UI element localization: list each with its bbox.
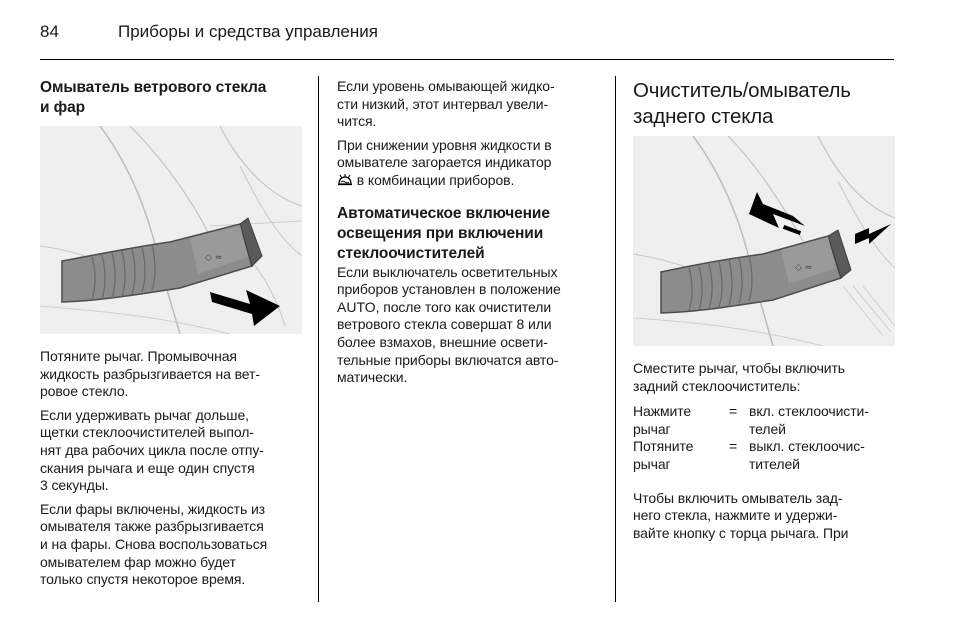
text-line: 3 секунды. (40, 477, 109, 494)
text-line: вкл. стеклоочисти- (749, 403, 869, 420)
text-line: жидкость разбрызгивается на вет- (40, 365, 260, 382)
text-line: Нажмите (633, 403, 692, 420)
text-fragment: в комбинации приборов. (356, 171, 515, 188)
text-line (337, 172, 599, 190)
windshield-washer-stalk-icon (40, 126, 302, 334)
text-line: матически. (337, 369, 408, 386)
text-line: рычаг (633, 420, 671, 437)
auto-lights-paragraph (337, 264, 599, 387)
text-line: Если выключатель осветительных (337, 263, 558, 280)
heading-line: заднего стекла (633, 105, 774, 128)
washer-paragraph-1 (40, 348, 302, 401)
text-line: тителей (749, 455, 800, 472)
rear-wiper-paragraph-1 (633, 360, 895, 395)
heading-line: Очиститель/омыватель (633, 79, 851, 102)
text-line: тельные приборы включатся авто- (337, 351, 559, 368)
text-line: ветрового стекла совершат 8 или (337, 316, 552, 333)
section-heading-rear-wiper (633, 78, 895, 130)
heading-line: стеклоочистителей (337, 244, 485, 262)
page-header (40, 20, 894, 60)
rear-wiper-action-table (633, 403, 895, 473)
middle-column (337, 78, 599, 387)
table-cell-sep: = (729, 438, 738, 455)
table-cell-result (749, 438, 895, 473)
text-line: щетки стеклоочистителей выпол- (40, 424, 254, 441)
left-column (40, 78, 302, 589)
svg-text:◇ ≈: ◇ ≈ (205, 253, 223, 263)
washer-paragraph-2 (40, 407, 302, 495)
text-line: скания рычага и еще один спустя (40, 459, 255, 476)
text-line: Если уровень омывающей жидко- (337, 78, 555, 94)
column-divider-right (615, 76, 616, 602)
text-line: Чтобы включить омыватель зад- (633, 489, 843, 506)
rear-wiper-stalk-icon (633, 136, 895, 346)
section-heading-washer (40, 78, 302, 118)
heading-line: освещения при включении (337, 224, 544, 242)
rear-washer-paragraph (633, 490, 895, 543)
illustration-rear-wiper-stalk (633, 136, 895, 346)
text-line: вайте кнопку с торца рычага. При (633, 524, 849, 541)
text-line: Потяните рычаг. Промывочная (40, 348, 237, 364)
illustration-washer-stalk (40, 126, 302, 334)
svg-text:◇ ≈: ◇ ≈ (795, 263, 813, 273)
text-line: рычаг (633, 455, 671, 472)
text-line: выкл. стеклоочис- (749, 438, 865, 455)
text-line: нят два рабочих цикла после отпу- (40, 441, 264, 458)
heading-line: Автоматическое включение (337, 204, 550, 222)
table-cell-sep: = (729, 403, 738, 420)
text-line: задний стеклоочиститель: (633, 377, 801, 394)
text-line: более взмахов, внешние освети- (337, 333, 548, 350)
text-line: него стекла, нажмите и удержи- (633, 507, 838, 524)
text-line: Если фары включены, жидкость из (40, 500, 265, 517)
column-divider-left (318, 76, 319, 602)
header-divider (40, 59, 894, 60)
interval-paragraph (337, 78, 599, 131)
text-line: сти низкий, этот интервал увели- (337, 95, 549, 112)
text-line: и на фары. Снова воспользоваться (40, 535, 268, 552)
heading-line: и фар (40, 99, 85, 116)
text-line (337, 299, 599, 317)
text-line: телей (749, 420, 786, 437)
fluid-level-paragraph (337, 137, 599, 190)
text-line: ровое стекло. (40, 383, 129, 400)
text-line: омывателя также разбрызгивается (40, 518, 264, 535)
text-line: чится. (337, 113, 377, 130)
text-line: Потяните (633, 438, 694, 455)
right-column (633, 78, 895, 542)
table-cell-result (749, 403, 895, 438)
page-number: 84 (40, 22, 59, 41)
washer-fluid-indicator-icon (337, 173, 353, 187)
text-line: При снижении уровня жидкости в (337, 136, 552, 153)
text-line: омывателем фар можно будет (40, 553, 236, 570)
table-cell-action (633, 403, 729, 438)
text-fragment: , после того как очистители (375, 298, 552, 315)
text-line: Сместите рычаг, чтобы включить (633, 360, 845, 376)
page-title: Приборы и средства управления (118, 22, 378, 41)
text-line: Если удерживать рычаг дольше, (40, 406, 249, 423)
washer-paragraph-3 (40, 501, 302, 589)
text-line: приборов установлен в положение (337, 281, 561, 298)
table-cell-action (633, 438, 729, 473)
text-line: омывателе загорается индикатор (337, 154, 552, 171)
section-heading-auto-lights (337, 204, 599, 264)
heading-line: Омыватель ветрового стекла (40, 79, 267, 96)
text-line: только спустя некоторое время. (40, 571, 246, 588)
auto-mode-label: AUTO (337, 298, 376, 315)
